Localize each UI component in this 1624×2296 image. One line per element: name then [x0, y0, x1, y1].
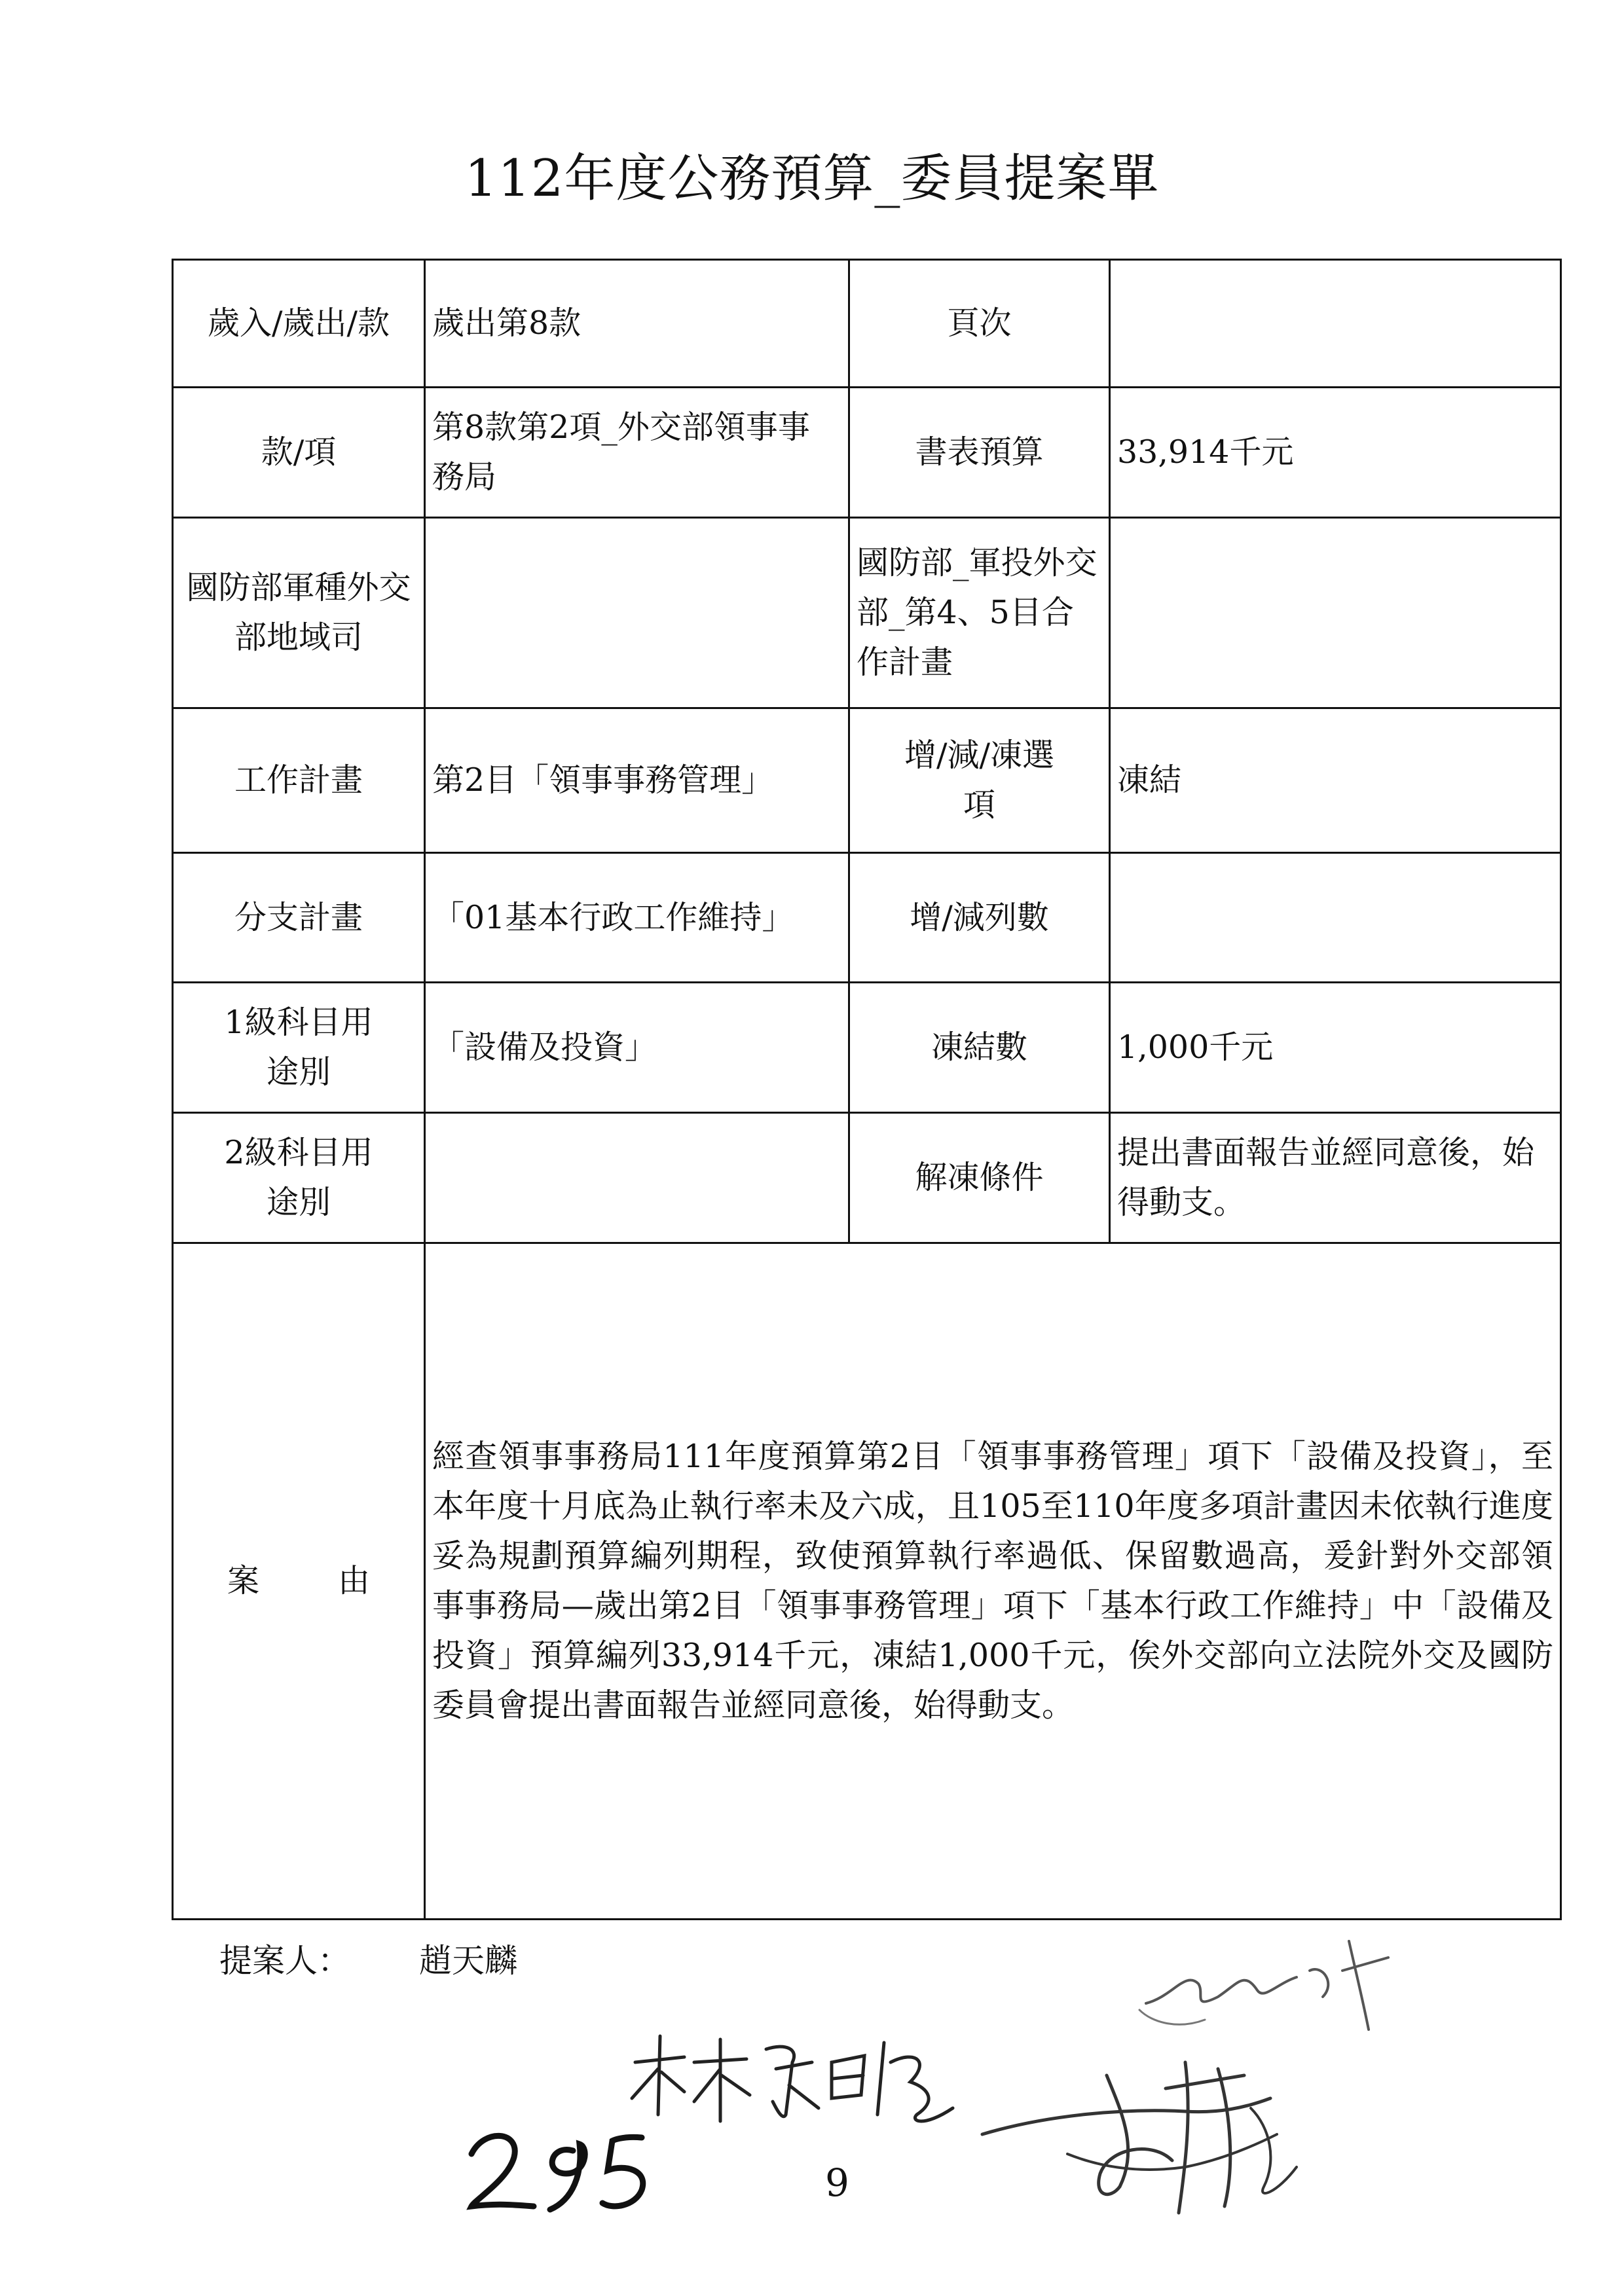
form-row-level2: [173, 1113, 1561, 1243]
form-row-account: [173, 260, 1561, 388]
document-title: 112年度公務預算_委員提案單: [464, 149, 1160, 208]
label-work-plan: 工作計畫: [173, 708, 425, 853]
label-reason-a: 案: [227, 1562, 259, 1600]
label-defense-cooperation: 國防部_軍投外交部_第4、5目合作計畫: [849, 518, 1110, 708]
proposer-label: 提案人：: [219, 1942, 350, 1980]
form-row-level1: [173, 983, 1561, 1113]
page-number: 9: [825, 2160, 849, 2205]
form-row-work-plan: [173, 708, 1561, 853]
value-budget: 33,914千元: [1110, 388, 1561, 518]
value-defense-branch: [425, 518, 849, 708]
value-work-plan: 第2目「領事事務管理」: [425, 708, 849, 853]
signature-3: [969, 2036, 1375, 2226]
label-unfreeze-condition: 解凍條件: [849, 1113, 1110, 1243]
label-reason: [173, 1243, 425, 1920]
proposer-name: 趙天麟: [419, 1942, 517, 1980]
label-defense-branch: 國防部軍種外交部地域司: [173, 518, 425, 708]
label-item: 款/項: [173, 388, 425, 518]
form-row-reason: [173, 1243, 1561, 1920]
value-defense-cooperation: [1110, 518, 1561, 708]
value-page: [1110, 260, 1561, 388]
label-budget: 書表預算: [849, 388, 1110, 518]
label-branch-plan: 分支計畫: [173, 853, 425, 983]
value-branch-plan: 「01基本行政工作維持」: [425, 853, 849, 983]
value-adjust-amount: [1110, 853, 1561, 983]
proposal-form-table: [172, 259, 1562, 1920]
label-revenue-expense: 歲入/歲出/款: [173, 260, 425, 388]
label-level2-subject: 2級科目用途別: [173, 1113, 425, 1243]
value-level2-subject: [425, 1113, 849, 1243]
signature-1: [622, 2023, 963, 2160]
label-reason-b: 由: [338, 1562, 371, 1600]
value-revenue-expense: 歲出第8款: [425, 260, 849, 388]
value-item: 第8款第2項_外交部領事事務局: [425, 388, 849, 518]
label-page: 頁次: [849, 260, 1110, 388]
label-adjust-option: 增/減/凍選項: [849, 708, 1110, 853]
form-row-defense: [173, 518, 1561, 708]
form-row-item: [173, 388, 1561, 518]
value-unfreeze-condition: 提出書面報告並經同意後，始得動支。: [1110, 1113, 1561, 1243]
value-adjust-option: 凍結: [1110, 708, 1561, 853]
form-row-branch-plan: [173, 853, 1561, 983]
value-level1-subject: 「設備及投資」: [425, 983, 849, 1113]
reason-text: 經查領事事務局111年度預算第2目「領事事務管理」項下「設備及投資」，至本年度十月底為止執行率未及六成，且105至110年度多項計畫因未依執行進度妥為規劃預算編列期程，致使預算執行率過低、保留數過高，爰針對外交部領事事務局—歲出第2目「領事事務管理」項下「基本行政工作維持」中「設備及投資」預算編列33,914千元，凍結1,000千元，俟外交部向立法院外交及國防委員會提出書面報告並經同意後，始得動支。: [425, 1243, 1561, 1920]
label-level1-subject: 1級科目用途別: [173, 983, 425, 1113]
value-freeze-amount: 1,000千元: [1110, 983, 1561, 1113]
label-adjust-amount: 增/減列數: [849, 853, 1110, 983]
label-freeze-amount: 凍結數: [849, 983, 1110, 1113]
